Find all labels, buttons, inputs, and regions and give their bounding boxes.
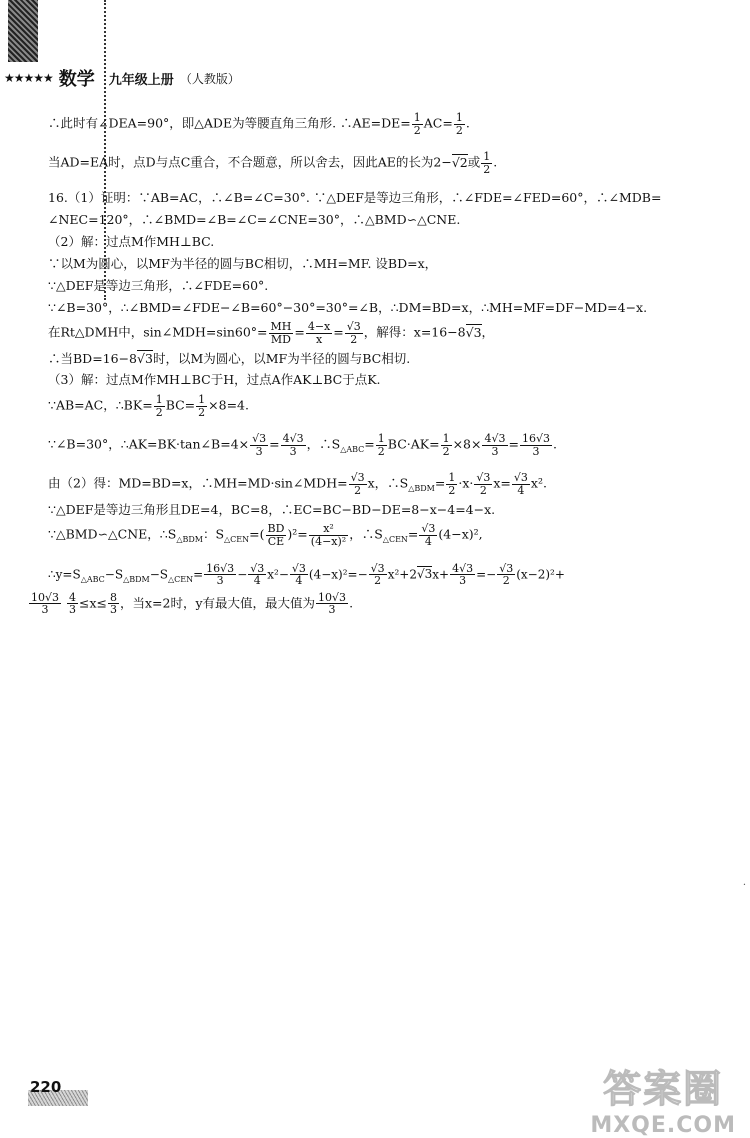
fraction: $\frac{4-x}{x}$ — [307, 320, 331, 346]
line-3: 16.（1）证明：∵AB=AC，∴∠B=∠C=30°. ∵△DEF是等边三角形，∴∠FDE=∠FED=60°，∴∠MDB= — [48, 190, 662, 206]
fraction: $\frac{1}{2}$ — [483, 150, 491, 176]
line-14: 由（2）得：MD=BD=x，∴MH=MD·sin∠MDH= $\frac{√3}{2}$ x，$\therefore S_{\triangle BDM}=$ $\frac{1}{2}$ ·x· $\frac{√3}{2}$ x= $\frac{√3}{4}$ x². — [48, 471, 547, 498]
fraction: $\frac{1}{2}$ — [198, 393, 206, 419]
page-number: 220 — [30, 1078, 62, 1096]
radical: √3 — [137, 350, 153, 366]
line-7: ∵△DEF是等边三角形，∴∠FDE=60°. — [48, 277, 269, 293]
radical: √3 — [465, 324, 482, 340]
fraction: $\frac{4√3}{3}$ — [452, 561, 474, 588]
fraction: $\frac{\text{x²}}{\text{(4−x)²}}$ — [310, 522, 347, 548]
line-18: $\frac{10√3}{3}$ $\frac{4}{3}$ ≤x≤ $\frac{8}{3}$ ，当x=2时，y有最大值，最大值为 $\frac{10√3}{3}$ . — [31, 590, 354, 617]
line-5: （2）解：过点M作MH⊥BC. — [48, 233, 215, 249]
watermark — [590, 1058, 736, 1138]
star-rating-icon: ★★★★★ — [4, 71, 53, 85]
watermark-logo-text: 答案圈 — [603, 1067, 724, 1111]
fraction: $\frac{1}{2}$ — [448, 471, 456, 498]
fraction: $\frac{√3}{3}$ — [252, 432, 267, 458]
fraction: $\frac{4√3}{3}$ — [484, 432, 506, 458]
margin-mark: · — [742, 880, 746, 891]
fraction: $\frac{√3}{4}$ — [250, 561, 265, 588]
fraction: $\frac{√3}{2}$ — [370, 561, 385, 588]
line-17: $\therefore y=S_{\triangle ABC}-S_{\triangle BDM}-S_{\triangle CEN}=$ $\frac{16√3}{3}$ − $\frac{√3}{4}$ x²− $\frac{√3}{4}$ (4−x)²=− $\frac{√3}{2}$ x²+2√3x+ $\frac{4√3}{3}$ =− $\frac{√3}{2}$ (x−2)²+ — [48, 561, 565, 588]
fraction: $\frac{1}{2}$ — [413, 111, 421, 137]
fraction: $\frac{16√3}{3}$ — [206, 561, 235, 588]
line-12: ∵AB=AC，∴BK= $\frac{1}{2}$ BC= $\frac{1}{2}$ ×8=4. — [48, 393, 249, 419]
fraction: $\frac{4√3}{3}$ — [282, 432, 304, 458]
fraction: $\frac{1}{2}$ — [442, 432, 450, 458]
fraction: $\frac{√3}{2}$ — [346, 320, 361, 346]
fraction: $\frac{BD}{CE}$ — [267, 522, 285, 548]
fraction: $\frac{8}{3}$ — [110, 590, 117, 617]
line-9: 在Rt△DMH中，sin∠MDH=sin60°= $\frac{MH}{MD}$ = $\frac{4-x}{x}$ = $\frac{√3}{2}$ ，解得：x=16−8√3， — [48, 320, 495, 346]
line-13: ∵∠B=30°，∴AK=BK·tan∠B=4× $\frac{√3}{3}$ = $\frac{4√3}{3}$ ，$\therefore S_{\triangle ABC}=$ $\frac{1}{2}$ BC·AK= $\frac{1}{2}$ ×8× $\frac{4√3}{3}$ = $\frac{16√3}{3}$ . — [48, 432, 557, 458]
radical: √3 — [416, 567, 433, 582]
line-2: 当AD=EA时，点D与点C重合，不合题意，所以舍去，因此AE的长为2−√2或 $\frac{1}{2}$ . — [48, 150, 498, 176]
line-11: （3）解：过点M作MH⊥BC于H，过点A作AK⊥BC于点K. — [48, 372, 381, 388]
line-16: ∵△BMD∽△CNE，$\therefore S_{\triangle BDM}$：$S_{\triangle CEN}=$( $\frac{BD}{CE}$ )²= $\frac{\text{x²}}{\text{(4−x)²}}$ ，$\therefore S_{\triangle CEN}=$ $\frac{√3}{4}$ (4−x)², — [48, 522, 483, 548]
grade-label: 九年级上册 — [108, 72, 174, 88]
page-header — [4, 64, 240, 92]
fraction: $\frac{16√3}{3}$ — [521, 432, 550, 458]
watermark-url: MXQE.COM — [590, 1113, 736, 1138]
fraction: $\frac{√3}{4}$ — [513, 471, 528, 498]
fraction: $\frac{10√3}{3}$ — [318, 590, 347, 617]
fraction: $\frac{√3}{2}$ — [499, 561, 514, 588]
fraction: $\frac{1}{2}$ — [455, 111, 463, 137]
line-1: ∴此时有∠DEA=90°，即△ADE为等腰直角三角形. ∴AE=DE= $\frac{1}{2}$ AC= $\frac{1}{2}$ . — [48, 111, 470, 137]
fraction: $\frac{√3}{2}$ — [476, 471, 491, 498]
line-10: ∴当BD=16−8√3时，以M为圆心，以MF为半径的圆与BC相切. — [48, 350, 411, 366]
line-4: ∠NEC=120°，∴∠BMD=∠B=∠C=∠CNE=30°，∴△BMD∽△CNE. — [48, 212, 461, 228]
radical: √2 — [451, 154, 468, 170]
corner-decoration — [8, 0, 38, 62]
solution-text — [31, 111, 728, 621]
edition-label: （人教版） — [179, 71, 240, 86]
fraction: $\frac{√3}{4}$ — [421, 522, 436, 548]
line-6: ∵以M为圆心，以MF为半径的圆与BC相切，∴MH=MF. 设BD=x， — [48, 255, 438, 271]
fraction: $\frac{√3}{2}$ — [350, 471, 365, 498]
subject-title: 数学 — [58, 69, 95, 90]
fraction: $\frac{√3}{4}$ — [291, 561, 306, 588]
fraction: $\frac{4}{3}$ — [69, 590, 76, 617]
fraction: $\frac{1}{2}$ — [155, 393, 163, 419]
fraction: $\frac{1}{2}$ — [377, 432, 385, 458]
fraction: $\frac{MH}{MD}$ — [270, 320, 292, 346]
line-15: ∵△DEF是等边三角形且DE=4，BC=8，∴EC=BC−BD−DE=8−x−4=4−x. — [48, 501, 496, 517]
fraction: $\frac{10√3}{3}$ — [31, 590, 60, 617]
line-8: ∵∠B=30°，∴∠BMD=∠FDE−∠B=60°−30°=30°=∠B，∴DM=BD=x，∴MH=MF=DF−MD=4−x. — [48, 299, 648, 315]
